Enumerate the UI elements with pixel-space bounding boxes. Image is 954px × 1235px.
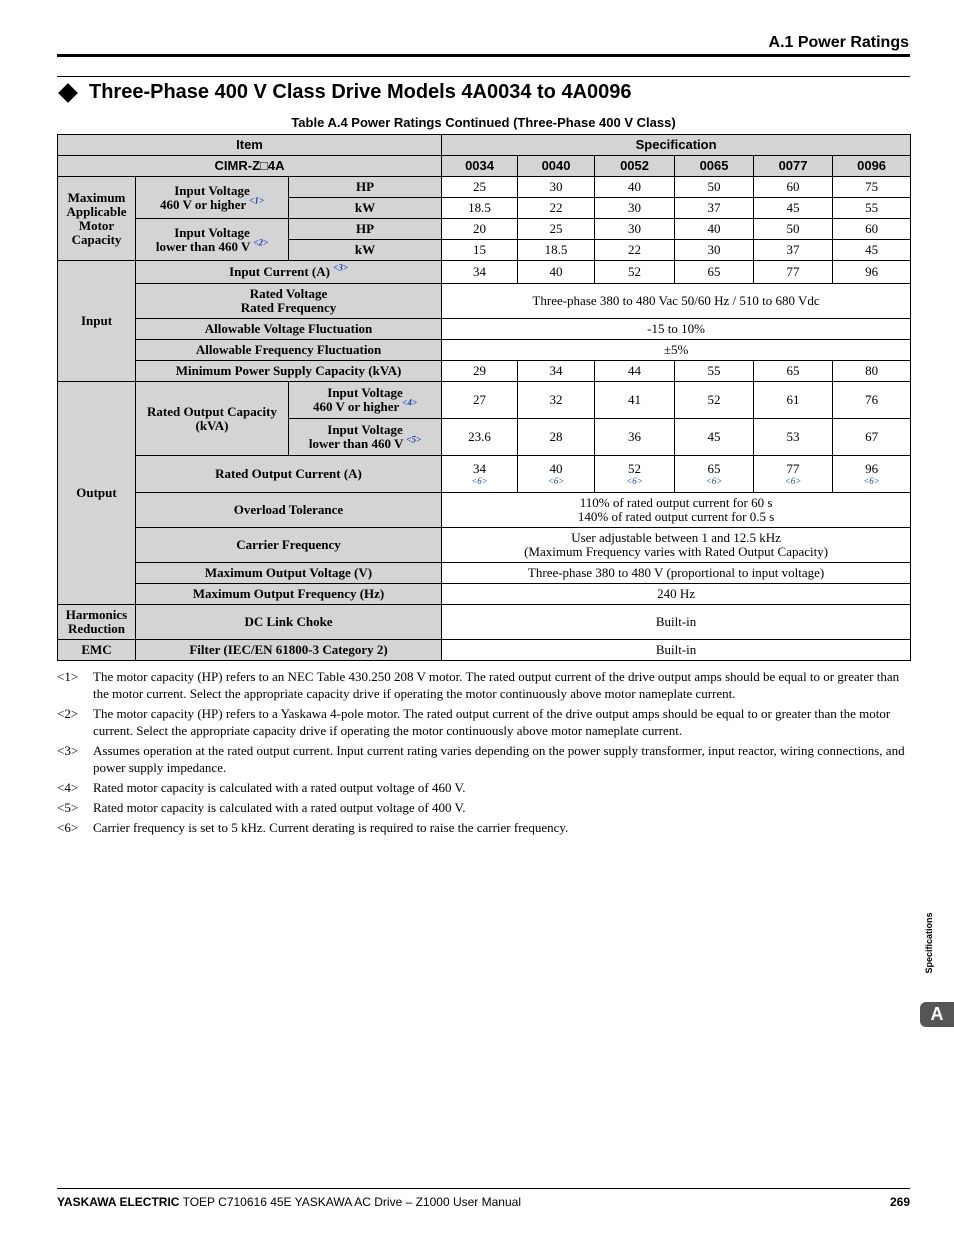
value-cell: 25 [442,177,518,198]
footnote: <2> The motor capacity (HP) refers to a Yaskawa 4-pole motor. The rated output current of the drive output amps should be equal to or greater than the motor current. Select the appropriate capacity drive if operating the motor continuously above motor nameplate current. [57,706,891,738]
value-cell: 53 [754,419,833,456]
value-cell: 65 [675,261,754,284]
overload-value: 110% of rated output current for 60 s 140% of rated output current for 0.5 s [442,493,911,528]
overload-row [58,493,911,528]
value-cell: 37 [675,198,754,219]
value-cell: 75 [833,177,911,198]
mac-group-label: Maximum Applicable Motor Capacity [58,177,136,261]
side-section-label: Specifications [924,912,934,974]
value-cell: 96 [833,261,911,284]
footnote-ref[interactable]: <6> [471,476,488,486]
value-cell: 22 [518,198,595,219]
emc-filter-label: Filter (IEC/EN 61800-3 Category 2) [136,640,442,661]
value-cell: 60 [833,219,911,240]
output-current-row [58,456,911,493]
value-cell: 52 <6> [595,456,675,493]
min-power-label: Minimum Power Supply Capacity (kVA) [136,361,442,382]
output-capacity-label: Rated Output Capacity (kVA) [136,382,289,456]
value-cell: 34 [518,361,595,382]
value-cell: 32 [518,382,595,419]
model-row [58,156,911,177]
footnote: <6> Carrier frequency is set to 5 kHz. Current derating is required to raise the carrier frequency. [57,820,569,835]
input-current-label: Input Current (A) $^{<3>}$ [136,261,442,284]
footnote-ref[interactable]: <5> [406,434,422,445]
value-cell: 77 <6> [754,456,833,493]
mac-460-hp-row [58,177,911,198]
footnote-ref[interactable]: <4> [402,397,418,408]
value-cell: 30 [595,198,675,219]
model-cell: 0034 [442,156,518,177]
diamond-bullet-icon [58,83,78,103]
value-cell: 25 [518,219,595,240]
value-cell: 50 [754,219,833,240]
harmonics-row [58,605,911,640]
table-caption: Table A.4 Power Ratings Continued (Three-Phase 400 V Class) [291,115,676,130]
value-cell: 34 [442,261,518,284]
carrier-frequency-row [58,528,911,563]
value-cell: 30 [595,219,675,240]
voltage-fluctuation-label: Allowable Voltage Fluctuation [136,319,442,340]
running-head: A.1 Power Ratings [768,34,909,51]
max-output-voltage-label: Maximum Output Voltage (V) [136,563,442,584]
footnote-ref[interactable]: <6> [784,476,802,486]
section-title [57,81,632,104]
value-cell: 18.5 [518,240,595,261]
footer-rule [57,1188,910,1189]
model-cell: 0065 [675,156,754,177]
carrier-frequency-value: User adjustable between 1 and 12.5 kHz (Maximum Frequency varies with Rated Output Capacity) [442,528,911,563]
value-cell: 29 [442,361,518,382]
output-current-label: Rated Output Current (A) [136,456,442,493]
output-capacity-460-row [58,382,911,419]
value-cell: 76 [833,382,911,419]
value-cell: 65 [754,361,833,382]
frequency-fluctuation-label: Allowable Frequency Fluctuation [136,340,442,361]
footnotes [57,668,912,839]
value-cell: 28 [518,419,595,456]
value-cell: 34 <6> [442,456,518,493]
carrier-frequency-label: Carrier Frequency [136,528,442,563]
cap-low-label: Input Voltage lower than 460 V $^{<5>}$ [289,419,442,456]
value-cell: 80 [833,361,911,382]
value-cell: 50 [675,177,754,198]
header-thin-rule [57,76,910,77]
value-cell: 55 [833,198,911,219]
value-cell: 77 [754,261,833,284]
value-cell: 44 [595,361,675,382]
kw-label: kW [289,198,442,219]
model-cell: 0096 [833,156,911,177]
max-output-voltage-row [58,563,911,584]
voltage-fluctuation-value: -15 to 10% [442,319,911,340]
section-title-text: Three-Phase 400 V Class Drive Models 4A0034 to 4A0096 [89,81,632,103]
value-cell: 20 [442,219,518,240]
footnote-ref[interactable]: <6> [626,476,643,486]
value-cell: 52 [675,382,754,419]
footnote-ref[interactable]: <3> [333,262,348,273]
footnote-ref[interactable]: <6> [547,476,565,486]
page-footer [57,1195,910,1209]
value-cell: 40 [518,261,595,284]
emc-group-label: EMC [58,640,136,661]
max-output-voltage-value: Three-phase 380 to 480 V (proportional to input voltage) [442,563,911,584]
footnote-ref[interactable]: <6> [705,476,723,486]
value-cell: 45 [675,419,754,456]
footnote: <3> Assumes operation at the rated output current. Input current rating varies depending on the power supply transformer, input reactor, wiring connections, and power supply impedance. [57,743,905,775]
power-ratings-table [57,134,911,661]
footer-doc: YASKAWA ELECTRIC TOEP C710616 45E YASKAWA AC Drive – Z1000 User Manual [57,1195,521,1209]
item-header: Item [58,135,442,156]
model-cell: 0040 [518,156,595,177]
value-cell: 40 [595,177,675,198]
value-cell: 61 [754,382,833,419]
frequency-fluctuation-value: ±5% [442,340,911,361]
harmonics-group-label: Harmonics Reduction [58,605,136,640]
footnote: <1> The motor capacity (HP) refers to an NEC Table 430.250 208 V motor. The rated output current of the drive output amps should be equal to or greater than the motor current. Select the appropriate capacity drive if operating the motor continuously above motor nameplate current. [57,669,900,701]
spec-header: Specification [442,135,911,156]
page-number: 269 [889,1195,910,1209]
value-cell: 96 <6> [833,456,911,493]
value-cell: 15 [442,240,518,261]
appendix-tab[interactable]: A [920,1002,954,1027]
value-cell: 36 [595,419,675,456]
value-cell: 40 [675,219,754,240]
hp-label: HP [289,177,442,198]
min-power-row [58,361,911,382]
value-cell: 22 [595,240,675,261]
hp-label: HP [289,219,442,240]
value-cell: 27 [442,382,518,419]
max-output-frequency-row [58,584,911,605]
value-cell: 30 [518,177,595,198]
dc-link-choke-label: DC Link Choke [136,605,442,640]
emc-filter-value: Built-in [442,640,911,661]
footnote: <4> Rated motor capacity is calculated with a rated output voltage of 460 V. [57,780,466,795]
mac-low-label: Input Voltage lower than 460 V $^{<2>}$ [136,219,289,261]
value-cell: 18.5 [442,198,518,219]
mac-low-hp-row [58,219,911,240]
value-cell: 45 [833,240,911,261]
max-output-frequency-value: 240 Hz [442,584,911,605]
model-cell: 0052 [595,156,675,177]
value-cell: 45 [754,198,833,219]
footnote-ref[interactable]: <6> [863,476,880,486]
overload-label: Overload Tolerance [136,493,442,528]
max-output-frequency-label: Maximum Output Frequency (Hz) [136,584,442,605]
kw-label: kW [289,240,442,261]
value-cell: 41 [595,382,675,419]
input-group-label: Input [58,261,136,382]
value-cell: 40 <6> [518,456,595,493]
emc-row [58,640,911,661]
dc-link-choke-value: Built-in [442,605,911,640]
value-cell: 67 [833,419,911,456]
output-group-label: Output [58,382,136,605]
value-cell: 60 [754,177,833,198]
value-cell: 52 [595,261,675,284]
footnote-ref[interactable]: <2> [253,237,269,248]
frequency-fluctuation-row [58,340,911,361]
value-cell: 37 [754,240,833,261]
voltage-fluctuation-row [58,319,911,340]
model-label: CIMR-Z□4A [58,156,442,177]
cap-460-label: Input Voltage 460 V or higher $^{<4>}$ [289,382,442,419]
model-cell: 0077 [754,156,833,177]
rated-voltage-row [58,284,911,319]
value-cell: 23.6 [442,419,518,456]
header-rule [57,54,910,57]
footnote: <5> Rated motor capacity is calculated with a rated output voltage of 400 V. [57,800,466,815]
rated-voltage-label: Rated Voltage Rated Frequency [136,284,442,319]
footnote-ref[interactable]: <1> [249,195,265,206]
value-cell: 65 <6> [675,456,754,493]
value-cell: 30 [675,240,754,261]
value-cell: 55 [675,361,754,382]
rated-voltage-value: Three-phase 380 to 480 Vac 50/60 Hz / 510 to 680 Vdc [442,284,911,319]
input-current-row [58,261,911,284]
mac-460-label: Input Voltage 460 V or higher $^{<1>}$ [136,177,289,219]
